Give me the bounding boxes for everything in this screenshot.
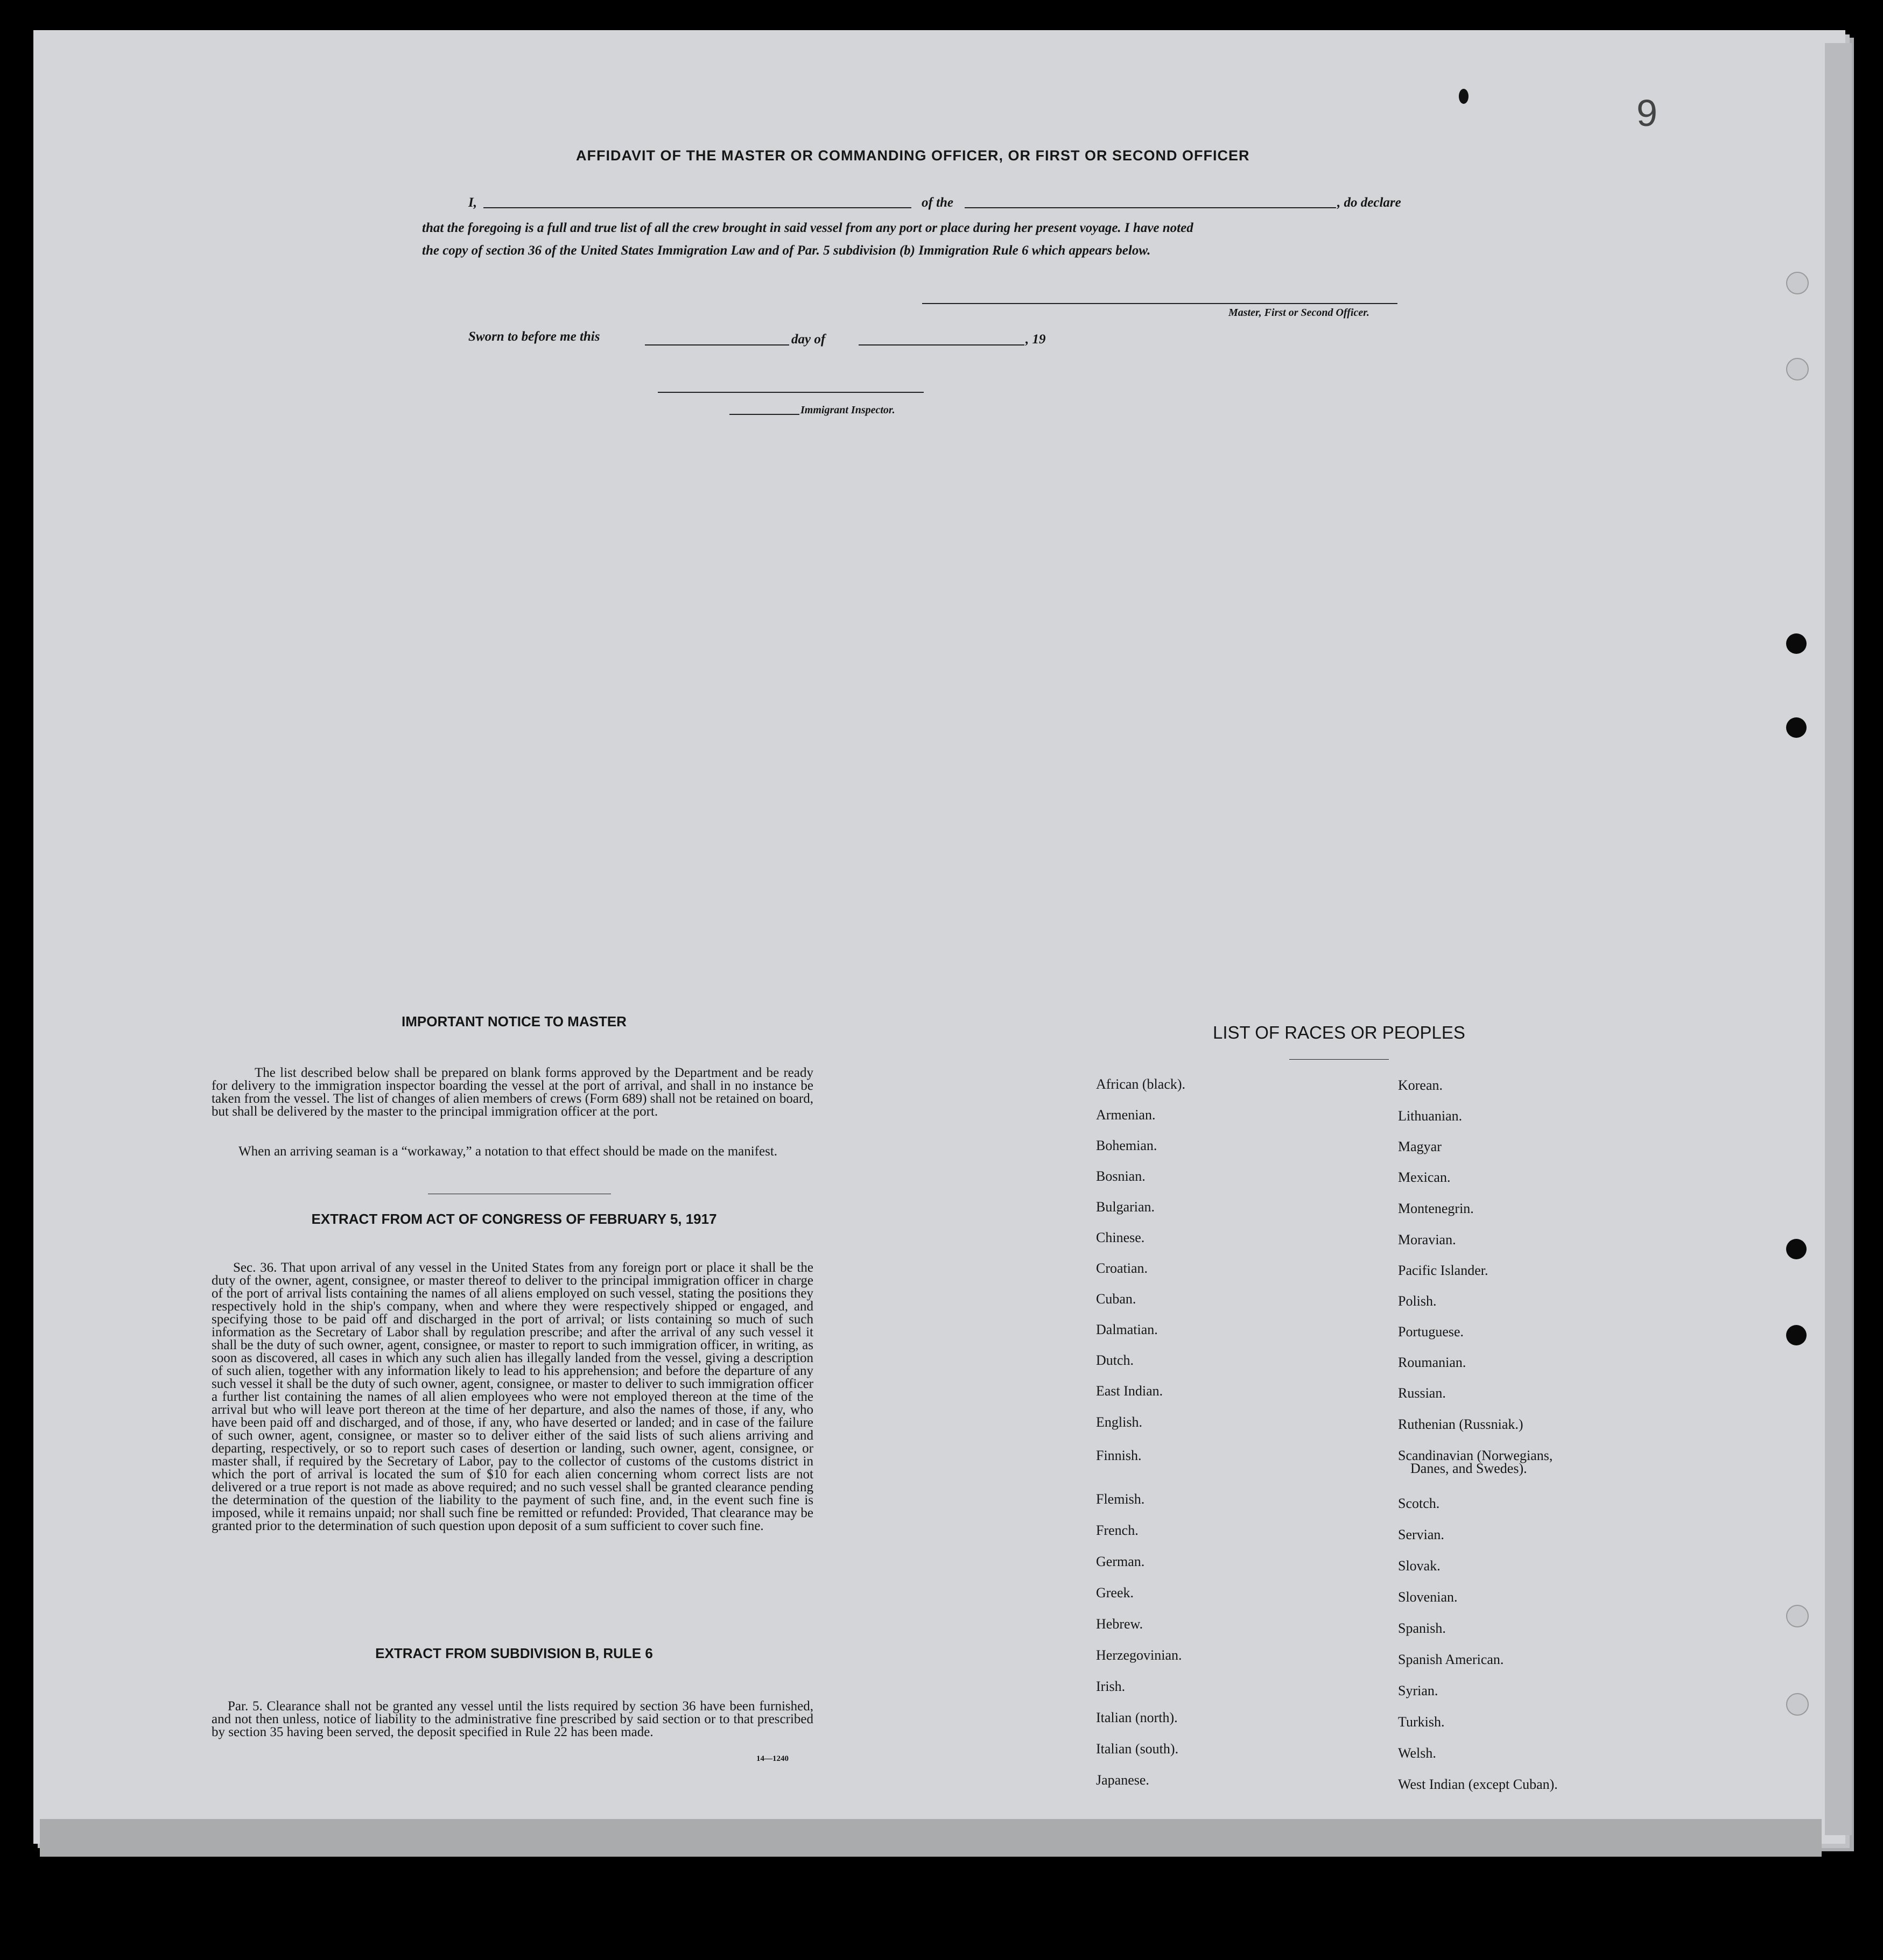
race-item: Spanish American. bbox=[1398, 1652, 1504, 1667]
race-item: East Indian. bbox=[1096, 1383, 1163, 1399]
affidavit-title: AFFIDAVIT OF THE MASTER OR COMMANDING OFFICER, OR FIRST OR SECOND OFFICER bbox=[576, 147, 1250, 164]
affidavit-i-label: I, bbox=[468, 195, 477, 210]
race-item: Slovenian. bbox=[1398, 1589, 1458, 1605]
punch-hole bbox=[1786, 1693, 1809, 1716]
notice-paragraph-1: The list described below shall be prepared on blank forms approved by the Department and be ready for delivery to the immigration inspector boarding the vessel at the port of arrival, and shall in no instance be taken from the vessel. The list of changes of alien members of crews (Form 689) shall not be retained on board, but shall be delivered by the master to the principal immigration officer at the port. bbox=[212, 1066, 813, 1119]
race-item: Chinese. bbox=[1096, 1230, 1145, 1245]
race-item: Moravian. bbox=[1398, 1232, 1456, 1247]
race-item: Pacific Islander. bbox=[1398, 1263, 1488, 1278]
sworn-label: Sworn to before me this bbox=[468, 329, 600, 344]
race-item: Flemish. bbox=[1096, 1491, 1145, 1507]
day-of-label: day of bbox=[791, 332, 826, 347]
race-item: Turkish. bbox=[1398, 1714, 1445, 1730]
race-item: Mexican. bbox=[1398, 1169, 1451, 1185]
race-item: Syrian. bbox=[1398, 1683, 1438, 1698]
page-edge bbox=[40, 1819, 1822, 1857]
master-signature-line[interactable] bbox=[922, 303, 1397, 304]
race-item: Bosnian. bbox=[1096, 1168, 1146, 1184]
races-title: LIST OF RACES OR PEOPLES bbox=[1213, 1023, 1465, 1042]
punch-hole bbox=[1786, 358, 1809, 380]
race-item: Lithuanian. bbox=[1398, 1108, 1463, 1124]
race-item: Armenian. bbox=[1096, 1107, 1156, 1123]
notice-paragraph-2: When an arriving seaman is a “workaway,” a notation to that effect should be made on the manifest. bbox=[238, 1144, 778, 1159]
race-item: Welsh. bbox=[1398, 1745, 1436, 1761]
year-label: , 19 bbox=[1025, 332, 1046, 347]
race-item: Hebrew. bbox=[1096, 1616, 1143, 1632]
race-item: Roumanian. bbox=[1398, 1355, 1466, 1370]
punch-hole bbox=[1786, 633, 1807, 654]
race-item: Irish. bbox=[1096, 1679, 1126, 1694]
ink-mark bbox=[1459, 89, 1469, 104]
form-number: 14—1240 bbox=[756, 1754, 789, 1763]
extract-rule-title: EXTRACT FROM SUBDIVISION B, RULE 6 bbox=[375, 1645, 653, 1661]
inspector-dash bbox=[729, 414, 799, 415]
affidavit-line-3: the copy of section 36 of the United States Immigration Law and of Par. 5 subdivision (b) Immigration Rule 6 which appears below. bbox=[422, 243, 1151, 258]
race-item: Herzegovinian. bbox=[1096, 1647, 1182, 1663]
race-item: Italian (south). bbox=[1096, 1741, 1179, 1757]
race-item: Scandinavian (Norwegians, bbox=[1398, 1448, 1553, 1463]
race-item: Finnish. bbox=[1096, 1448, 1142, 1463]
race-item: Russian. bbox=[1398, 1385, 1446, 1401]
race-item: Slovak. bbox=[1398, 1558, 1441, 1574]
vessel-blank[interactable] bbox=[965, 207, 1336, 208]
punch-hole bbox=[1786, 1239, 1807, 1259]
affidavit-do-declare: , do declare bbox=[1337, 195, 1401, 210]
affidavit-line-2: that the foregoing is a full and true list of all the crew brought in said vessel from any port or place during her present voyage. I have noted bbox=[422, 221, 1193, 235]
notice-title: IMPORTANT NOTICE TO MASTER bbox=[402, 1013, 627, 1030]
inspector-label: Immigrant Inspector. bbox=[800, 404, 895, 416]
race-item: Magyar bbox=[1398, 1139, 1442, 1154]
inspector-signature-line[interactable] bbox=[658, 392, 924, 393]
punch-hole bbox=[1786, 272, 1809, 294]
race-item-continuation: Danes, and Swedes). bbox=[1410, 1461, 1527, 1476]
race-item: Scotch. bbox=[1398, 1496, 1440, 1511]
race-item: German. bbox=[1096, 1554, 1145, 1569]
race-item: French. bbox=[1096, 1522, 1139, 1538]
race-item: Dalmatian. bbox=[1096, 1322, 1158, 1337]
punch-hole bbox=[1786, 717, 1807, 738]
extract-act-title: EXTRACT FROM ACT OF CONGRESS OF FEBRUARY 5, 1917 bbox=[311, 1211, 717, 1227]
race-item: African (black). bbox=[1096, 1076, 1186, 1092]
extract-act-body: Sec. 36. That upon arrival of any vessel in the United States from any foreign port or place it shall be the duty of the owner, agent, consignee, or master thereof to deliver to the principal immigration officer in charge of the port of arrival lists containing the names of all aliens employed on such vessel, stating the positions they respectively hold in the ship's company, when and where they were respectively shipped or engaged, and specifying those to be paid off and discharged in the port of arrival; or lists containing so much of such information as the Secretary of Labor shall by regulation prescribe; and after the arrival of any such vessel it shall be the duty of such owner, agent, consignee, or master to report to such immigration officer, in writing, as soon as discovered, all cases in which any such alien has illegally landed from the vessel, giving a description of such alien, together with any information likely to lead to his apprehension; and before the departure of any such vessel it shall be the duty of such owner, agent, consignee, or master to deliver to such immigration officer a further list containing the names of all alien employees who were not employed thereon at the time of the arrival but who will leave port thereon at the time of her departure, and also the names of those, if any, who have been paid off and discharged, and of those, if any, who have deserted or landed; and in case of the failure of such owner, agent, consignee, or master so to deliver either of the said lists of such aliens arriving and departing, respectively, or so to report such cases of desertion or landing, such owner, agent, consignee, or master shall, if required by the Secretary of Labor, pay to the collector of customs of the customs district in which the port of arrival is located the sum of $10 for each alien concerning whom correct lists are not delivered or a true report is not made as above required; and no such vessel shall be granted clearance pending the determination of the question of the liability to the payment of such fine, and, in the event such fine is imposed, while it remains unpaid; nor shall such fine be remitted or refunded: Provided, That clearance may be granted prior to the determination of such question upon deposit of a sum sufficient to cover such fine. bbox=[212, 1260, 813, 1533]
affidavit-of-the: of the bbox=[922, 195, 954, 210]
race-item: Bulgarian. bbox=[1096, 1199, 1155, 1215]
month-blank[interactable] bbox=[859, 344, 1024, 346]
race-item: Korean. bbox=[1398, 1077, 1443, 1093]
race-item: Spanish. bbox=[1398, 1620, 1446, 1636]
race-item: Polish. bbox=[1398, 1293, 1437, 1309]
punch-hole bbox=[1786, 1325, 1807, 1345]
race-item: Ruthenian (Russniak.) bbox=[1398, 1416, 1523, 1432]
page-number: 9 bbox=[1636, 92, 1657, 134]
document-page bbox=[33, 30, 1845, 1844]
day-blank[interactable] bbox=[645, 344, 789, 346]
race-item: Japanese. bbox=[1096, 1772, 1149, 1788]
page-edge-right bbox=[1825, 43, 1852, 1835]
race-item: West Indian (except Cuban). bbox=[1398, 1776, 1558, 1792]
master-signature-label: Master, First or Second Officer. bbox=[1228, 307, 1369, 319]
race-item: Bohemian. bbox=[1096, 1138, 1157, 1153]
race-item: Servian. bbox=[1398, 1527, 1444, 1542]
race-item: Croatian. bbox=[1096, 1260, 1148, 1276]
race-item: Italian (north). bbox=[1096, 1710, 1178, 1725]
race-item: Portuguese. bbox=[1398, 1324, 1464, 1339]
punch-hole bbox=[1786, 1605, 1809, 1627]
race-item: Cuban. bbox=[1096, 1291, 1136, 1307]
race-item: English. bbox=[1096, 1414, 1142, 1430]
name-blank[interactable] bbox=[483, 207, 911, 208]
race-item: Dutch. bbox=[1096, 1352, 1134, 1368]
extract-rule-body: Par. 5. Clearance shall not be granted any vessel until the lists required by section 36 have been furnished, and not then unless, notice of liability to the administrative fine prescribed by said section or to that prescribed by section 35 having been served, the deposit specified in Rule 22 has been made. bbox=[212, 1699, 813, 1739]
divider bbox=[1289, 1059, 1389, 1060]
race-item: Montenegrin. bbox=[1398, 1201, 1474, 1216]
race-item: Greek. bbox=[1096, 1585, 1134, 1601]
